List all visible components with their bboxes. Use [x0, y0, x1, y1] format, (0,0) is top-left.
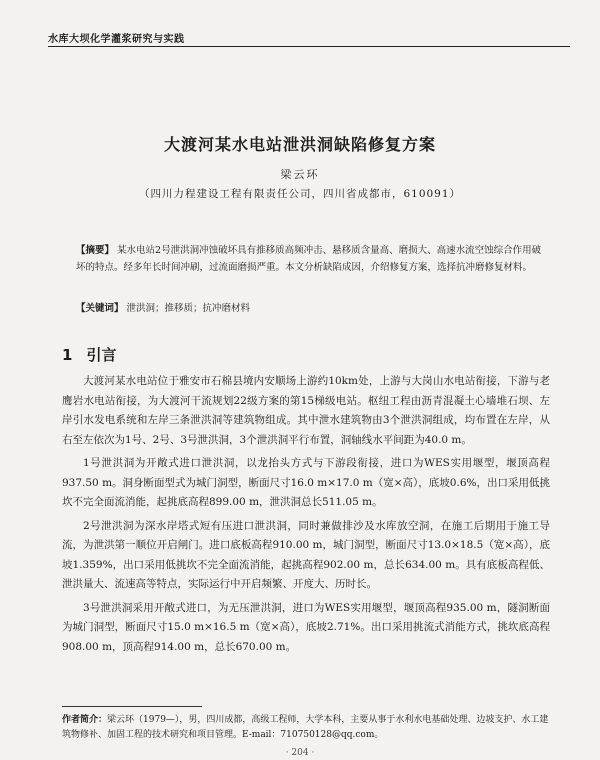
keywords-label: 【关键词】: [76, 303, 124, 314]
body-text: [62, 372, 550, 661]
section-heading: [62, 344, 130, 365]
keywords: [76, 300, 544, 317]
footnote-rule: [62, 706, 202, 707]
author-footnote: [62, 713, 550, 743]
abstract: [76, 242, 544, 276]
paragraph: 1号泄洪洞为开敞式进口泄洪洞，以龙抬头方式与下游段衔接，进口为WES实用堰型，堰顶高程937.50 m。洞身断面型式为城门洞型，断面尺寸16.0 m×17.0 m（宽×高），底坡0.6%，出口采用低挑坎不完全面流消能，起挑底高程899.00 m，泄洪洞总长511.05 m。: [62, 457, 550, 508]
abstract-label: 【摘要】: [76, 245, 115, 256]
abstract-text: 某水电站2号泄洪洞冲蚀破坏具有推移质高频冲击、悬移质含量高、磨损大、高速水流空蚀综合作用破坏的特点。经多年长时间冲刷，过流面磨损严重。本文分析缺陷成因，介绍修复方案，选择抗冲磨修复材料。: [76, 245, 542, 273]
paper-title: 大渡河某水电站泄洪洞缺陷修复方案: [163, 135, 436, 154]
footnote-label: 作者简介：: [62, 715, 108, 725]
running-header: 水库大坝化学灌浆研究与实践: [48, 34, 185, 45]
keywords-text: 泄洪洞；推移质；抗冲磨材料: [126, 303, 251, 314]
author-affiliation: （四川力程建设工程有限责任公司，四川省成都市，610091）: [138, 188, 462, 200]
footnote-text: 梁云环（1979—），男，四川成都，高级工程师，大学本科，主要从事于水利水电基础处理、边坡支护、水工建筑物修补、加固工程的技术研究和项目管理。E-mail：710750128@qq.com。: [62, 715, 549, 740]
author-name: 梁云环: [280, 168, 320, 181]
paragraph: 大渡河某水电站位于雅安市石棉县境内安顺场上游约10km处，上游与大岗山水电站衔接，下游与老鹰岩水电站衔接，为大渡河干流规划22级方案的第15梯级电站。枢纽工程由沥青混凝土心墙堆石坝、左岸引水发电系统和左岸三条泄洪洞等建筑物组成。其中泄水建筑物由3个泄洪洞组成，均布置在左岸，从右至左依次为1号、2号、3号泄洪洞，3个泄洪洞平行布置，洞轴线水平间距为40.0 m。: [62, 375, 550, 446]
section-title: 引言: [86, 346, 117, 364]
section-number: 1: [62, 346, 73, 364]
header-rule: [48, 46, 570, 47]
paragraph: 2号泄洪洞为深水岸塔式短有压进口泄洪洞，同时兼做排沙及水库放空洞，在施工后期用于施工导流，为泄洪第一顺位开启闸门。进口底板高程910.00 m，城门洞型，断面尺寸13.0×18.5（宽×高），底坡1.359%，出口采用低挑坎不完全面流消能，起挑高程902.00 m，总长634.00 m。具有底板高程低、泄洪量大、流速高等特点，实际运行中开启频繁、开度大、历时长。: [62, 519, 550, 590]
paragraph: 3号泄洪洞采用开敞式进口，为无压泄洪洞，进口为WES实用堰型，堰顶高程935.00 m，隧洞断面为城门洞型，断面尺寸15.0 m×16.5 m（宽×高），底坡2.71%。出口采用挑流式消能方式，挑坎底高程908.00 m，顶高程914.00 m，总长670.00 m。: [62, 601, 550, 653]
page-number: · 204 ·: [285, 748, 315, 758]
